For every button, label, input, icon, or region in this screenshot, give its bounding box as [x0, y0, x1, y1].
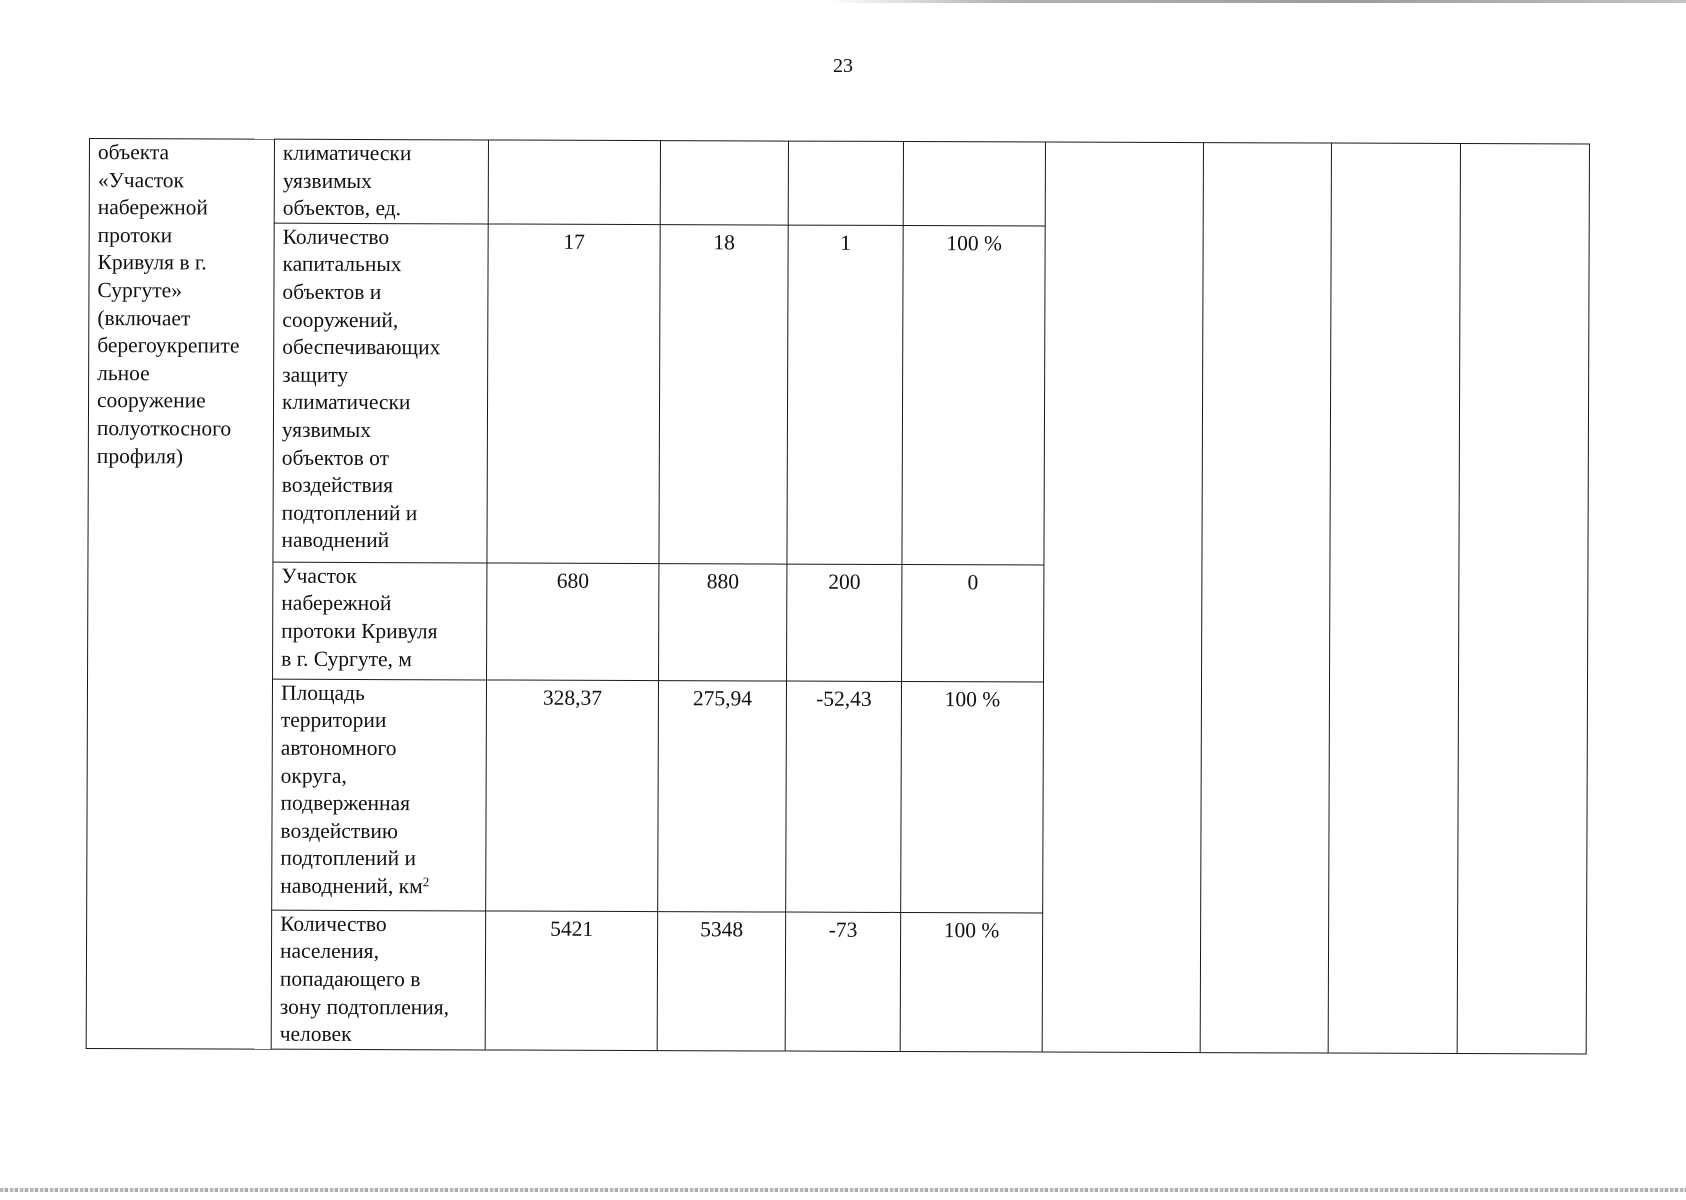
empty-cell [1042, 142, 1203, 1052]
value-2-cell [660, 141, 788, 225]
value-1-cell: 680 [487, 563, 659, 681]
indicator-cell [271, 910, 486, 1050]
value-1-cell: 17 [487, 224, 660, 564]
report-table [86, 138, 1590, 1054]
superscript-unit: 2 [422, 874, 430, 890]
object-name-cell [86, 139, 274, 1049]
change-cell [788, 141, 903, 225]
scan-edge-bottom [0, 1188, 1686, 1192]
table-row [89, 139, 1589, 228]
value-1-cell [488, 140, 660, 224]
page-number: 23 [833, 55, 853, 77]
percent-cell: 100 % [901, 681, 1044, 913]
value-1-cell: 328,37 [486, 680, 659, 912]
change-cell: -52,43 [786, 681, 902, 912]
percent-cell: 0 [902, 564, 1044, 682]
change-cell: 200 [787, 564, 902, 681]
change-cell: -73 [785, 912, 901, 1051]
percent-cell: 100 % [902, 225, 1045, 565]
indicator-cell [272, 679, 487, 911]
percent-cell [903, 141, 1045, 225]
value-2-cell: 18 [659, 224, 788, 563]
value-2-cell: 5348 [657, 911, 786, 1050]
empty-cell [1457, 144, 1589, 1054]
empty-cell [1328, 143, 1460, 1053]
indicator-cell [273, 223, 488, 563]
value-2-cell: 275,94 [658, 680, 787, 911]
indicator-text: Участок набережной протоки Кривуля в г. Сургуте, м [281, 563, 438, 671]
scan-edge-top [830, 0, 1686, 3]
indicator-text: Количество капитальных объектов и сооружений, обеспечивающих защиту климатически уязвимых объектов от воздействия подтоплений и наводнений [281, 224, 441, 553]
percent-cell: 100 % [900, 912, 1043, 1052]
indicator-cell [274, 139, 488, 224]
indicator-text: Площадь территории автономного округа, подверженная воздействию подтоплений и наводнений, км [280, 680, 423, 899]
indicator-text: климатически уязвимых объектов, ед. [282, 140, 412, 221]
value-2-cell: 880 [659, 563, 787, 680]
indicator-text: Количество населения, попадающего в зону подтопления, человек [279, 911, 450, 1047]
value-1-cell: 5421 [485, 911, 658, 1051]
object-name-text: объекта «Участок набережной протоки Кривуля в г. Сургуте» (включает берегоукрепите льное сооружение полуоткосного профиля) [96, 140, 240, 468]
change-cell: 1 [787, 225, 903, 564]
empty-cell [1200, 143, 1331, 1053]
indicator-cell [273, 562, 487, 680]
